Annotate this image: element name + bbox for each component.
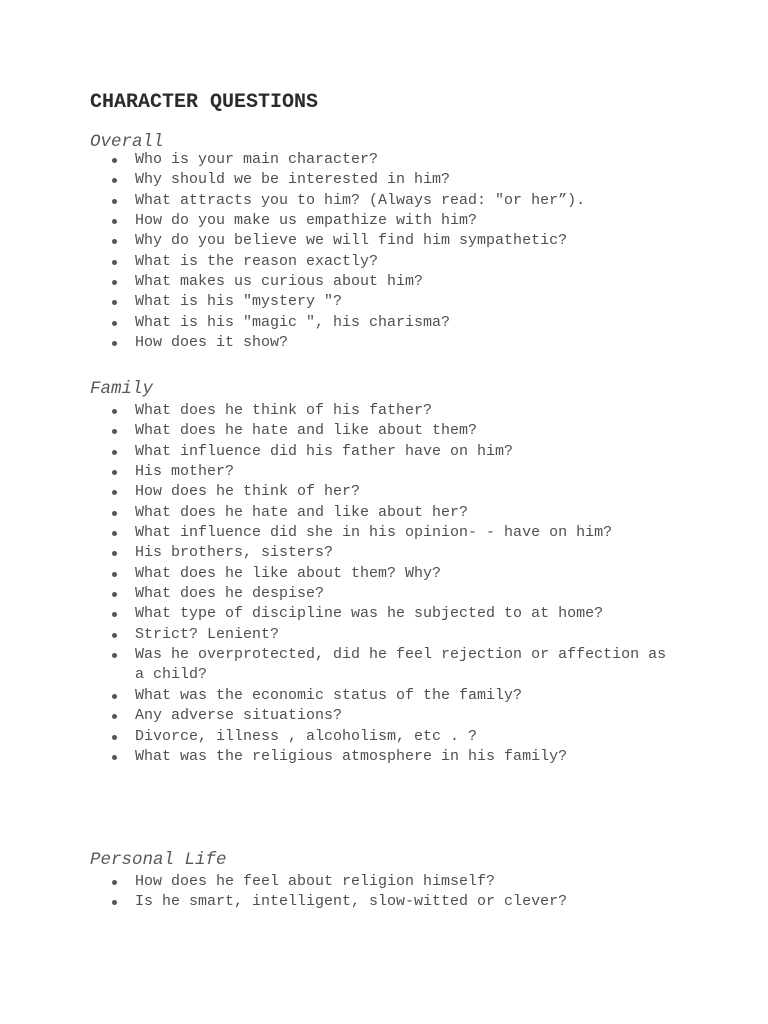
question-text: Why should we be interested in him? bbox=[135, 171, 451, 189]
question-text: Any adverse situations? bbox=[135, 707, 343, 725]
question-item bbox=[90, 747, 675, 767]
bullet-icon bbox=[112, 592, 117, 597]
question-text: How does he think of her? bbox=[135, 483, 361, 501]
bullet-icon bbox=[112, 158, 117, 163]
document-title: CHARACTER QUESTIONS bbox=[90, 91, 319, 114]
question-text: His brothers, sisters? bbox=[135, 544, 334, 562]
question-text: What does he like about them? Why? bbox=[135, 564, 442, 582]
question-item bbox=[90, 543, 675, 563]
question-text: What does he despise? bbox=[135, 585, 325, 603]
bullet-icon bbox=[112, 755, 117, 760]
question-item bbox=[90, 170, 675, 190]
bullet-icon bbox=[112, 612, 117, 617]
bullet-icon bbox=[112, 551, 117, 556]
bullet-icon bbox=[112, 239, 117, 244]
question-item bbox=[90, 150, 675, 170]
question-item bbox=[90, 523, 675, 543]
question-text: What is his "mystery "? bbox=[135, 293, 343, 311]
question-item bbox=[90, 892, 675, 912]
question-text: What does he hate and like about them? bbox=[135, 422, 478, 440]
bullet-icon bbox=[112, 341, 117, 346]
question-item bbox=[90, 231, 675, 251]
bullet-icon bbox=[112, 450, 117, 455]
question-item bbox=[90, 503, 675, 523]
bullet-icon bbox=[112, 219, 117, 224]
question-item bbox=[90, 645, 675, 686]
overall-question-list bbox=[90, 150, 675, 353]
bullet-icon bbox=[112, 900, 117, 905]
question-item bbox=[90, 462, 675, 482]
question-text: Who is your main character? bbox=[135, 151, 379, 168]
question-item bbox=[90, 604, 675, 624]
question-text: What influence did his father have on him? bbox=[135, 442, 514, 460]
section-heading-overall: Overall bbox=[90, 132, 164, 152]
section-heading-personal-life: Personal Life bbox=[90, 850, 227, 870]
question-item bbox=[90, 191, 675, 211]
question-item bbox=[90, 584, 675, 604]
question-text: Strict? Lenient? bbox=[135, 625, 280, 643]
bullet-icon bbox=[112, 470, 117, 475]
bullet-icon bbox=[112, 511, 117, 516]
question-item bbox=[90, 252, 675, 272]
personal-life-question-list bbox=[90, 872, 675, 913]
bullet-icon bbox=[112, 280, 117, 285]
question-text: How does it show? bbox=[135, 334, 289, 352]
bullet-icon bbox=[112, 694, 117, 699]
question-text: His mother? bbox=[135, 463, 235, 481]
question-item bbox=[90, 272, 675, 292]
question-item bbox=[90, 421, 675, 441]
question-text: What was the religious atmosphere in his family? bbox=[135, 747, 568, 765]
question-text: What does he hate and like about her? bbox=[135, 503, 469, 521]
question-item bbox=[90, 211, 675, 231]
question-text: What type of discipline was he subjected to at home? bbox=[135, 605, 604, 623]
question-text: What does he think of his father? bbox=[135, 402, 433, 419]
bullet-icon bbox=[112, 409, 117, 414]
question-text: Is he smart, intelligent, slow-witted or clever? bbox=[135, 893, 568, 911]
bullet-icon bbox=[112, 735, 117, 740]
bullet-icon bbox=[112, 199, 117, 204]
question-item bbox=[90, 706, 675, 726]
question-item bbox=[90, 564, 675, 584]
bullet-icon bbox=[112, 178, 117, 183]
question-text: Was he overprotected, did he feel rejection or affection as a child? bbox=[135, 646, 667, 684]
question-text: What attracts you to him? (Always read: "or her”). bbox=[135, 191, 586, 209]
bullet-icon bbox=[112, 300, 117, 305]
question-item bbox=[90, 686, 675, 706]
question-text: Divorce, illness , alcoholism, etc . ? bbox=[135, 727, 478, 745]
bullet-icon bbox=[112, 531, 117, 536]
bullet-icon bbox=[112, 633, 117, 638]
question-item bbox=[90, 313, 675, 333]
bullet-icon bbox=[112, 260, 117, 265]
question-item bbox=[90, 333, 675, 353]
bullet-icon bbox=[112, 714, 117, 719]
section-heading-family: Family bbox=[90, 379, 154, 399]
question-text: How do you make us empathize with him? bbox=[135, 212, 478, 230]
bullet-icon bbox=[112, 429, 117, 434]
bullet-icon bbox=[112, 321, 117, 326]
question-item bbox=[90, 442, 675, 462]
bullet-icon bbox=[112, 880, 117, 885]
question-item bbox=[90, 625, 675, 645]
question-text: What makes us curious about him? bbox=[135, 273, 424, 291]
question-text: What was the economic status of the family? bbox=[135, 686, 523, 704]
question-text: What influence did she in his opinion- - have on him? bbox=[135, 524, 613, 542]
family-question-list bbox=[90, 401, 675, 767]
question-item bbox=[90, 727, 675, 747]
question-text: Why do you believe we will find him sympathetic? bbox=[135, 232, 568, 250]
bullet-icon bbox=[112, 490, 117, 495]
question-item bbox=[90, 401, 675, 421]
question-text: What is his "magic ", his charisma? bbox=[135, 313, 451, 331]
question-item bbox=[90, 292, 675, 312]
question-item bbox=[90, 872, 675, 892]
question-text: What is the reason exactly? bbox=[135, 252, 379, 270]
question-item bbox=[90, 482, 675, 502]
bullet-icon bbox=[112, 653, 117, 658]
question-text: How does he feel about religion himself? bbox=[135, 873, 496, 890]
bullet-icon bbox=[112, 572, 117, 577]
